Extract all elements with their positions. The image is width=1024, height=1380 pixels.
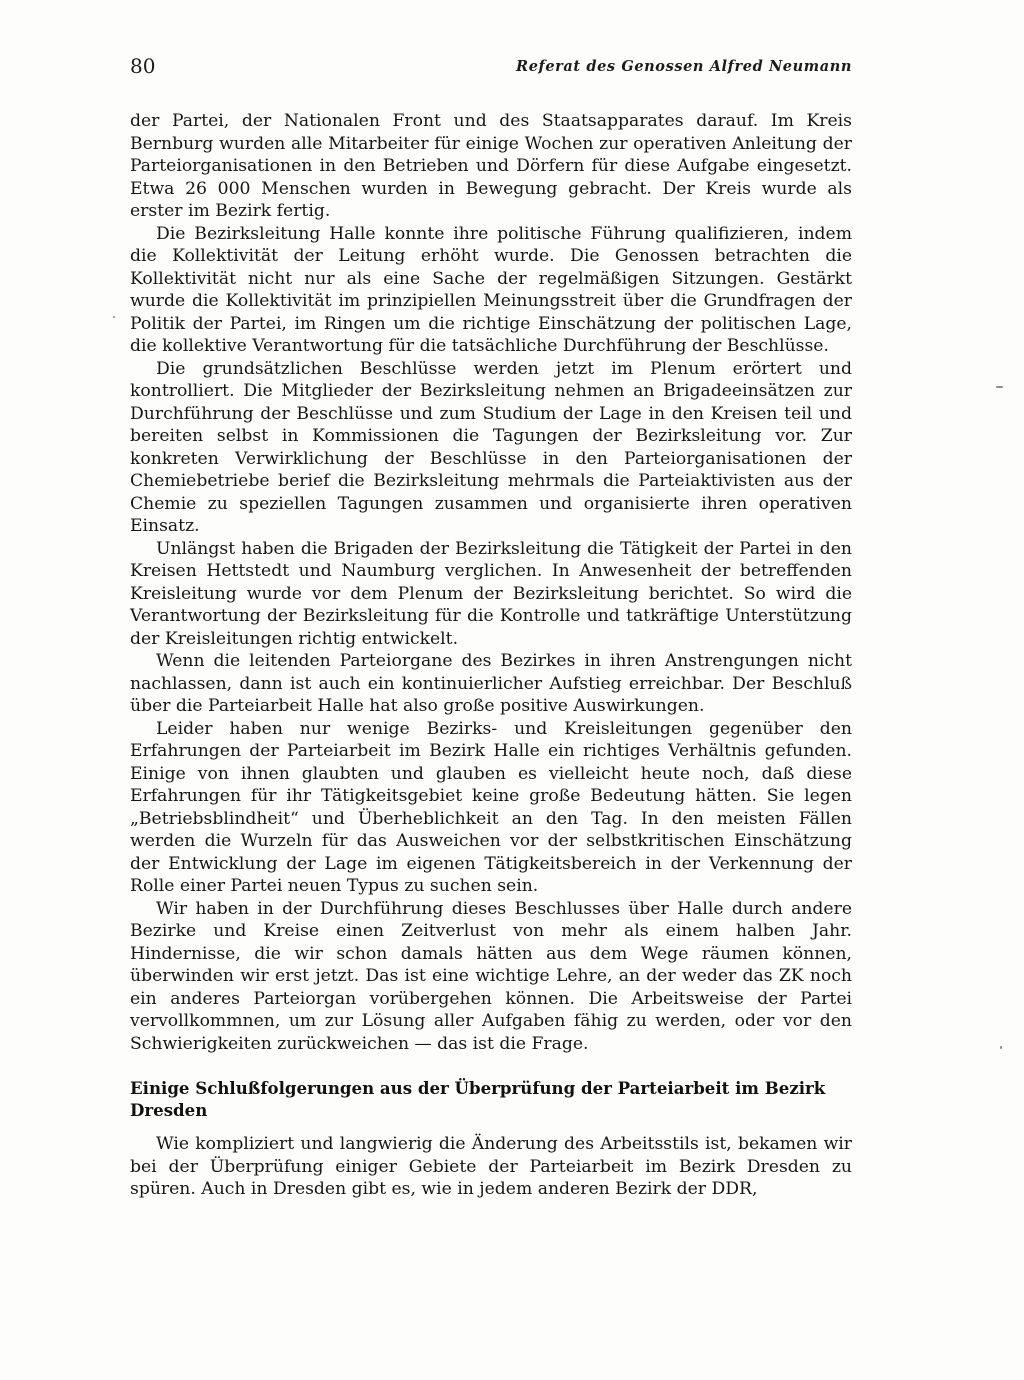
body-paragraph: Leider haben nur wenige Bezirks- und Kreisleitungen gegenüber den Erfahrungen der Parteiarbeit im Bezirk Halle ein richtiges Verhältnis gefunden. Einige von ihnen glaubten und glauben es vielleicht heute noch, daß diese Erfahrungen für ihr Tätigkeitsgebiet keine große Bedeutung hätten. Sie legen „Betriebsblindheit“ und Überheblichkeit an den Tag. In den meisten Fällen werden die Wurzeln für das Ausweichen vor der selbstkritischen Einschätzung der Entwicklung der Lage im eigenen Tätigkeitsbereich in der Verkennung der Rolle einer Partei neuen Typus zu suchen sein. [130,718,852,896]
body-paragraph: Wenn die leitenden Parteiorgane des Bezirkes in ihren Anstrengungen nicht nachlassen, dann ist auch ein kontinuierlicher Aufstieg erreichbar. Der Beschluß über die Parteiarbeit Halle hat also große positive Auswirkungen. [130,651,852,716]
body-paragraph: Die grundsätzlichen Beschlüsse werden jetzt im Plenum erörtert und kontrolliert. Die Mitglieder der Bezirksleitung nehmen an Brigadeeinsätzen zur Durchführung der Beschlüsse und zum Studium der Lage in den Kreisen teil und bereiten selbst in Kommissionen die Tagungen der Bezirksleitung vor. Zur konkreten Verwirklichung der Beschlüsse in den Parteiorganisationen der Chemiebetriebe berief die Bezirksleitung mehrmals die Parteiaktivisten aus der Chemie zu speziellen Tagungen zusammen und organisierte ihren operativen Einsatz. [130,358,852,536]
section-paragraph: Wie kompliziert und langwierig die Änderung des Arbeitsstils ist, bekamen wir bei der Überprüfung einiger Gebiete der Parteiarbeit im Bezirk Dresden zu spüren. Auch in Dresden gibt es, wie in jedem anderen Bezirk der DDR, [130,1134,852,1199]
page-header [130,54,852,84]
body-paragraph: Die Bezirksleitung Halle konnte ihre politische Führung qualifizieren, indem die Kollektivität der Leitung erhöht wurde. Die Genossen betrachten die Kollektivität nicht nur als eine Sache der regelmäßigen Sitzungen. Gestärkt wurde die Kollektivität im prinzipiellen Meinungsstreit über die Grundfragen der Politik der Partei, im Ringen um die richtige Einschätzung der politischen Lage, die kollektive Verantwortung für die tatsächliche Durchführung der Beschlüsse. [130,223,852,356]
section-heading: Einige Schlußfolgerungen aus der Überprüfung der Parteiarbeit im Bezirk Dresden [130,1078,826,1120]
scan-speck [113,316,115,318]
scan-speck [1000,1046,1002,1049]
page-number: 80 [130,54,156,78]
body-paragraph: Wir haben in der Durchführung dieses Beschlusses über Halle durch andere Bezirke und Kreise einen Zeitverlust von mehr als einem halben Jahr. Hindernisse, die wir schon damals hätten aus dem Wege räumen können, überwinden wir erst jetzt. Das ist eine wichtige Lehre, an der weder das ZK noch ein anderes Parteiorgan vorübergehen können. Die Arbeitsweise der Partei vervollkommnen, um zur Lösung aller Aufgaben fähig zu werden, oder vor den Schwierigkeiten zurückweichen — das ist die Frage. [130,898,852,1054]
scan-speck [996,386,1003,388]
running-title: Referat des Genossen Alfred Neumann [516,58,852,75]
body-paragraph: Unlängst haben die Brigaden der Bezirksleitung die Tätigkeit der Partei in den Kreisen Hettstedt und Naumburg verglichen. In Anwesenheit der betreffenden Kreisleitung wurde vor dem Plenum der Bezirksleitung berichtet. So wird die Verantwortung der Bezirksleitung für die Kontrolle und tatkräftige Unterstützung der Kreisleitungen richtig entwickelt. [130,538,852,649]
page-body [130,110,852,1201]
body-paragraph: der Partei, der Nationalen Front und des Staatsapparates darauf. Im Kreis Bernburg wurden alle Mitarbeiter für einige Wochen zur operativen Anleitung der Parteiorganisationen in den Betrieben und Dörfern für diese Aufgabe eingesetzt. Etwa 26 000 Menschen wurden in Bewegung gebracht. Der Kreis wurde als erster im Bezirk fertig. [130,111,852,221]
